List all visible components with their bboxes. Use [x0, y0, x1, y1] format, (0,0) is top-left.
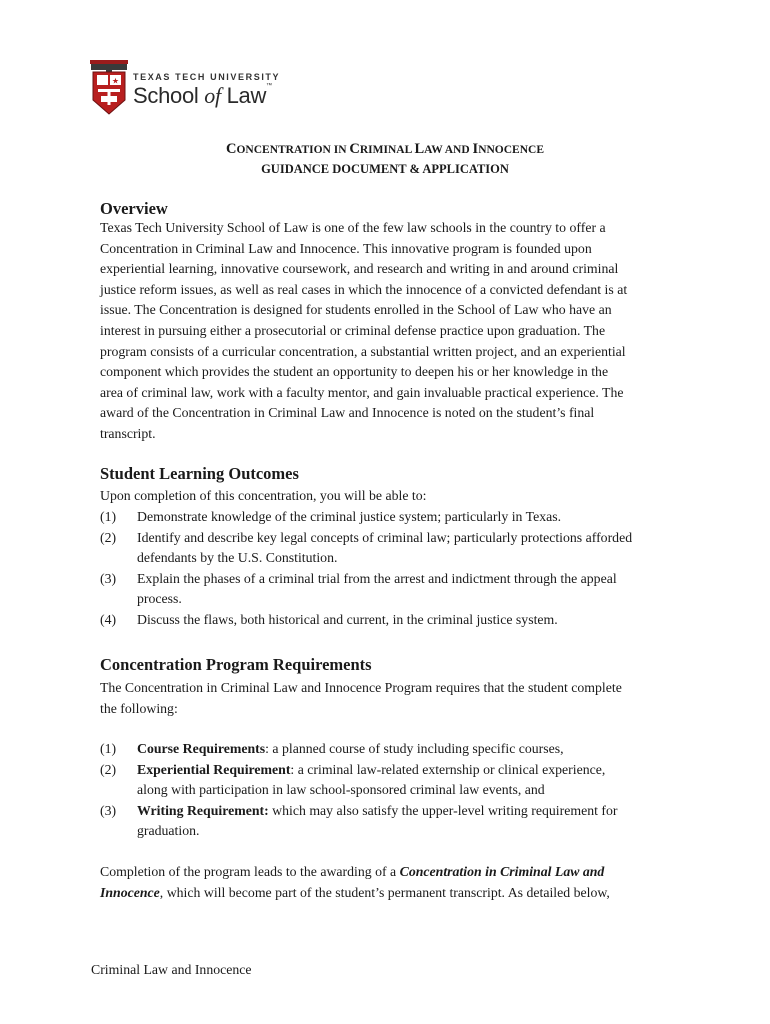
- overview-paragraph: Texas Tech University School of Law is one of the few law schools in the country to offer a Concentration in Criminal Law and Innocence. This innovative program is founded upon experiential learning, innovative coursework, and research and writing in and around criminal justice reform issues, as well as real cases in which the innocence of a convicted defendant is at issue. The Concentration is designed for students enrolled in the School of Law who have an interest in pursuing either a prosecutorial or criminal defense practice upon graduation. The program consists of a curricular concentration, a substantial written project, and an experiential component which provides the student an opportunity to deepen his or her knowledge in the area of criminal law, work with a faculty mentor, and gain invaluable practical experience. The award of the Concentration in Criminal Law and Innocence is noted on the student’s final transcript.: [100, 220, 628, 441]
- document-subtitle: GUIDANCE DOCUMENT & APPLICATION: [261, 162, 509, 176]
- svg-text:★: ★: [111, 76, 120, 86]
- school-logo: [89, 56, 289, 118]
- logo-university-name: TEXAS TECH UNIVERSITY: [133, 72, 281, 82]
- outcomes-intro: Upon completion of this concentration, you will be able to:: [100, 488, 427, 503]
- double-t-seal-icon: [89, 56, 129, 118]
- page-footer: Criminal Law and Innocence: [91, 962, 252, 977]
- outcomes-heading: Student Learning Outcomes: [100, 464, 299, 483]
- requirements-closing: Completion of the program leads to the awarding of a Concentration in Criminal Law and Innocence, which will become part of the student’s permanent transcript. As detailed below,: [100, 864, 610, 900]
- requirements-heading: Concentration Program Requirements: [100, 655, 372, 674]
- requirements-intro: The Concentration in Criminal Law and Innocence Program requires that the student complete the following:: [100, 680, 622, 716]
- logo-school-name: School of Law™: [133, 83, 272, 108]
- overview-heading: Overview: [100, 199, 168, 218]
- document-title: CONCENTRATION IN CRIMINAL LAW AND INNOCENCE: [226, 141, 544, 157]
